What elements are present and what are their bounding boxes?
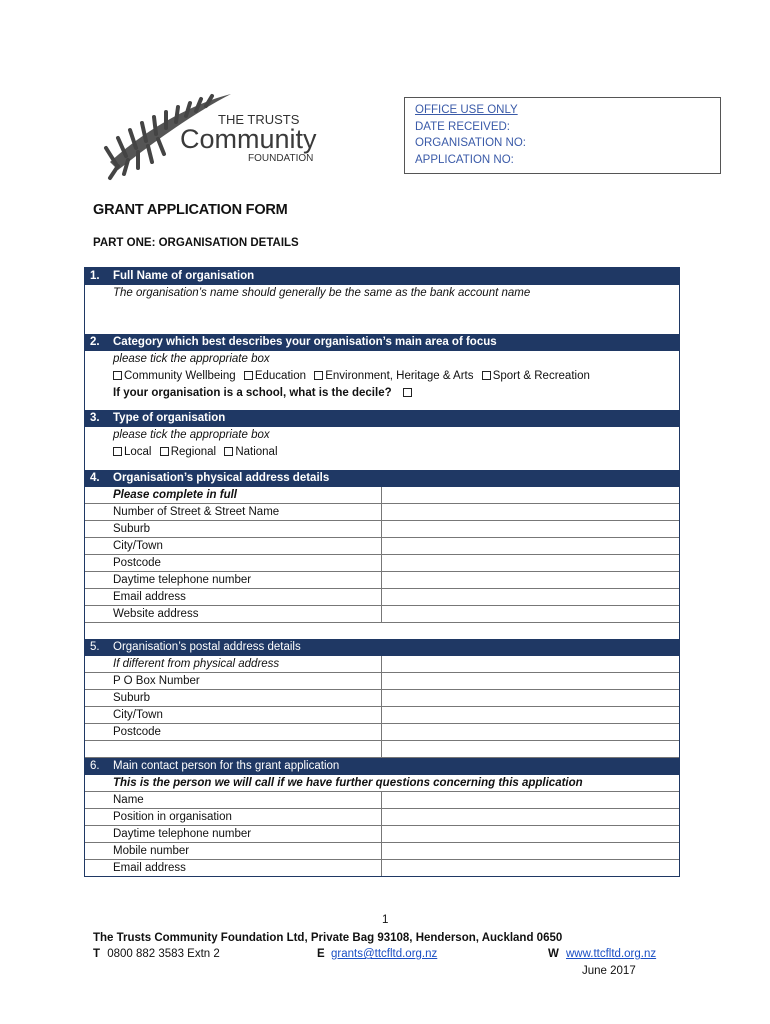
section-number: 1. (90, 270, 100, 282)
table-row (85, 656, 679, 673)
row-label: Suburb (85, 521, 382, 538)
physical-address-table (85, 487, 679, 639)
checkbox-school-decile[interactable] (403, 388, 412, 397)
organisation-no-label: ORGANISATION NO: (415, 137, 526, 149)
table-row (85, 606, 679, 623)
row-label: Position in organisation (85, 809, 382, 826)
table-row (85, 792, 679, 809)
row-hint: This is the person we will call if we have further questions concerning this application (85, 775, 679, 792)
section-1-header (85, 268, 679, 285)
row-label: P O Box Number (85, 673, 382, 690)
section-6-header (85, 758, 679, 775)
checkbox-education[interactable] (244, 371, 253, 380)
table-row (85, 487, 679, 504)
section-number: 5. (90, 641, 100, 653)
table-row (85, 809, 679, 826)
section-title: Type of organisation (113, 412, 226, 424)
blank-row (85, 623, 679, 640)
section-2-hint: please tick the appropriate box (113, 353, 270, 365)
date-received-label: DATE RECEIVED: (415, 120, 510, 133)
row-label: Suburb (85, 690, 382, 707)
row-label: Name (85, 792, 382, 809)
row-label: Email address (85, 589, 382, 606)
footer-phone: 0800 882 3583 Extn 2 (107, 948, 220, 960)
input-cell[interactable] (382, 656, 680, 673)
checkbox-environment[interactable] (314, 371, 323, 380)
phone-input[interactable] (382, 572, 680, 589)
application-no-label: APPLICATION NO: (415, 153, 514, 166)
row-label: Postcode (85, 724, 382, 741)
table-row (85, 843, 679, 860)
logo-text-line1: THE TRUSTS (218, 112, 300, 127)
office-use-title: OFFICE USE ONLY (415, 104, 518, 116)
office-use-box (404, 97, 721, 174)
section-title: Organisation’s postal address details (113, 641, 301, 653)
section-2-header (85, 334, 679, 351)
suburb-input[interactable] (382, 690, 680, 707)
footer-email-link[interactable]: grants@ttcfltd.org.nz (331, 948, 438, 960)
school-decile-row (85, 385, 679, 402)
section-number: 4. (90, 472, 100, 484)
section-3-hint: please tick the appropriate box (113, 429, 270, 441)
type-options (85, 444, 679, 461)
email-input[interactable] (382, 589, 680, 606)
row-label: Number of Street & Street Name (85, 504, 382, 521)
section-title: Main contact person for ths grant application (113, 760, 340, 772)
section-title: Organisation’s physical address details (113, 472, 330, 484)
table-row (85, 673, 679, 690)
table-row (85, 690, 679, 707)
foundation-logo (96, 90, 358, 182)
table-row (85, 589, 679, 606)
row-hint: Please complete in full (85, 487, 382, 504)
table-row (85, 707, 679, 724)
option-label: Local (124, 446, 152, 458)
contact-person-table (85, 775, 679, 876)
table-row (85, 623, 679, 640)
section-number: 6. (90, 760, 100, 772)
web-label: W (548, 948, 559, 960)
checkbox-sport[interactable] (482, 371, 491, 380)
school-decile-question: If your organisation is a school, what is the decile? (113, 387, 392, 399)
suburb-input[interactable] (382, 521, 680, 538)
blank-label (85, 741, 382, 758)
postal-address-table (85, 656, 679, 758)
section-number: 3. (90, 412, 100, 424)
po-box-input[interactable] (382, 673, 680, 690)
spacer (85, 461, 679, 470)
email-input[interactable] (382, 860, 680, 877)
table-row (85, 775, 679, 792)
website-input[interactable] (382, 606, 680, 623)
checkbox-regional[interactable] (160, 447, 169, 456)
option-label: Regional (170, 446, 217, 458)
footer-address: The Trusts Community Foundation Ltd, Private Bag 93108, Henderson, Auckland 0650 (93, 932, 563, 944)
section-1-hint: The organisation’s name should generally be the same as the bank account name (113, 287, 531, 299)
table-row (85, 741, 679, 758)
page-number: 1 (382, 914, 389, 926)
table-row (85, 724, 679, 741)
row-label: Website address (85, 606, 382, 623)
section-number: 2. (90, 336, 100, 348)
option-label: Sport & Recreation (492, 370, 590, 382)
row-label: City/Town (85, 707, 382, 724)
table-row (85, 826, 679, 843)
row-label: Email address (85, 860, 382, 877)
row-label: Mobile number (85, 843, 382, 860)
table-row (85, 555, 679, 572)
table-row (85, 860, 679, 877)
row-label: Daytime telephone number (85, 826, 382, 843)
mobile-input[interactable] (382, 843, 680, 860)
name-input[interactable] (382, 792, 680, 809)
option-label: Education (254, 370, 306, 382)
postcode-input[interactable] (382, 724, 680, 741)
row-label: City/Town (85, 538, 382, 555)
phone-input[interactable] (382, 826, 680, 843)
organisation-name-field[interactable] (85, 302, 679, 334)
section-4-header (85, 470, 679, 487)
street-input[interactable] (382, 504, 680, 521)
city-input[interactable] (382, 538, 680, 555)
postcode-input[interactable] (382, 555, 680, 572)
category-options (85, 368, 679, 385)
input-cell[interactable] (382, 487, 680, 504)
section-3-header (85, 410, 679, 427)
part-title: PART ONE: ORGANISATION DETAILS (93, 237, 299, 249)
row-label: Daytime telephone number (85, 572, 382, 589)
phone-label: T (93, 948, 101, 960)
application-form (84, 267, 680, 877)
logo-text-line3: FOUNDATION (248, 153, 314, 164)
form-title: GRANT APPLICATION FORM (93, 202, 288, 218)
email-label: E (317, 948, 325, 960)
row-label: Postcode (85, 555, 382, 572)
table-row (85, 572, 679, 589)
checkbox-local[interactable] (113, 447, 122, 456)
input-cell[interactable] (382, 741, 680, 758)
city-input[interactable] (382, 707, 680, 724)
footer-contacts (93, 948, 693, 960)
table-row (85, 504, 679, 521)
table-row (85, 521, 679, 538)
checkbox-community-wellbeing[interactable] (113, 371, 122, 380)
row-hint: If different from physical address (85, 656, 382, 673)
checkbox-national[interactable] (224, 447, 233, 456)
table-row (85, 538, 679, 555)
spacer (85, 402, 679, 410)
footer-date: June 2017 (582, 965, 636, 977)
section-title: Full Name of organisation (113, 270, 255, 282)
section-5-header (85, 639, 679, 656)
option-label: National (235, 446, 278, 458)
option-label: Environment, Heritage & Arts (325, 370, 474, 382)
footer-website-link[interactable]: www.ttcfltd.org.nz (566, 948, 657, 960)
option-label: Community Wellbeing (124, 370, 236, 382)
section-title: Category which best describes your organisation’s main area of focus (113, 336, 497, 348)
position-input[interactable] (382, 809, 680, 826)
logo-text-line2: Community (180, 124, 317, 154)
